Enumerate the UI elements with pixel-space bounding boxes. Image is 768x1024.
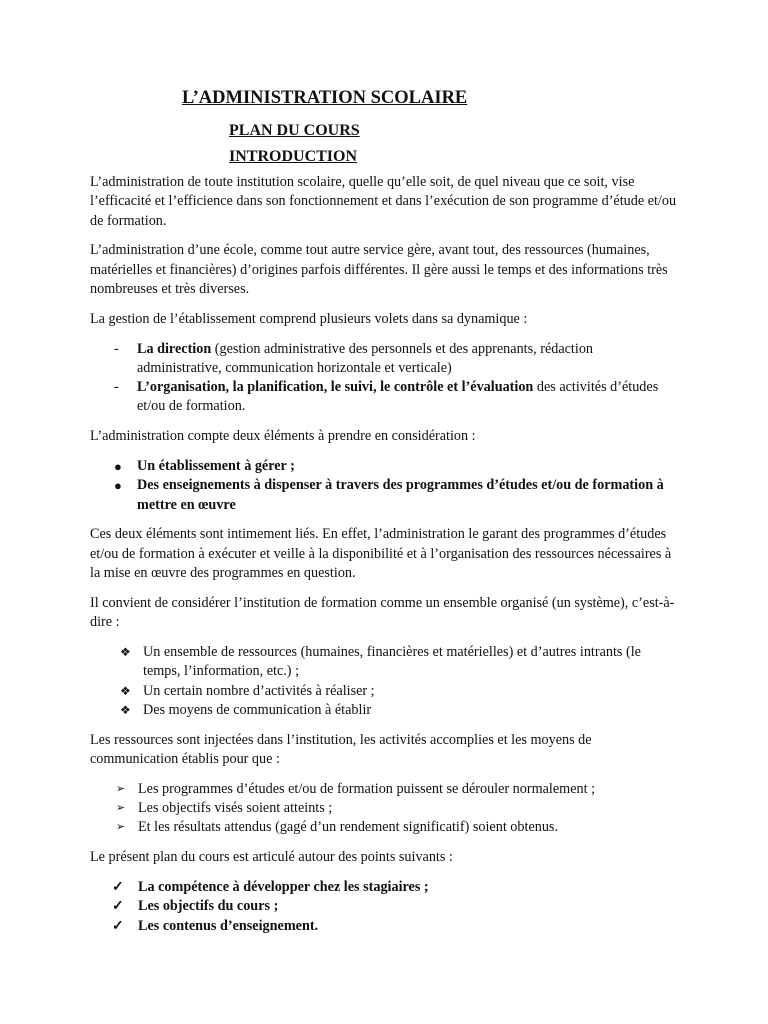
list-item: [90, 917, 680, 936]
paragraph-3: La gestion de l’établissement comprend plusieurs volets dans sa dynamique :: [90, 310, 528, 327]
list-item: [90, 643, 680, 682]
diamond-bullet-icon: ❖: [120, 683, 131, 698]
paragraph-6: Il convient de considérer l’institution de formation comme un ensemble organisé (un système), c’est-à-dire :: [90, 594, 675, 631]
list-item-text: La compétence à développer chez les stagiaires ;: [138, 878, 429, 895]
bullet-icon: ●: [114, 478, 122, 494]
paragraph-1: L’administration de toute institution scolaire, quelle qu’elle soit, de quel niveau que ce soit, vise l’efficacité et l’efficience dans son fonctionnement et dans l’exécution de son programme d’étude et/ou de formation.: [90, 174, 677, 229]
list-item: [90, 780, 680, 799]
checkmark-icon: ✓: [112, 879, 124, 895]
list-item: [90, 818, 680, 837]
dash-marker: -: [114, 379, 119, 396]
bullet-icon: ●: [114, 459, 122, 475]
list-item-text: Les programmes d’études et/ou de formation puissent se dérouler normalement ;: [138, 780, 596, 797]
list-item-text: Des moyens de communication à établir: [143, 701, 372, 718]
list-item: [90, 682, 680, 701]
list-item-text: des activités d’études et/ou de formation.: [137, 379, 659, 415]
list-item-text: (gestion administrative des personnels et des apprenants, rédaction administrative, communication horizontale et verticale): [137, 340, 594, 376]
list-item-text: Un ensemble de ressources (humaines, financières et matérielles) et d’autres intrants (le temps, l’information, etc.) ;: [143, 643, 641, 680]
arrow-list: [90, 780, 680, 838]
checkmark-icon: ✓: [112, 918, 124, 934]
list-item: [90, 897, 680, 916]
list-item-text: Un établissement à gérer ;: [137, 458, 295, 475]
paragraph-4: L’administration compte deux éléments à prendre en considération :: [90, 428, 476, 445]
dash-list: [90, 340, 680, 417]
checkmark-list: [90, 878, 680, 936]
plan-heading: PLAN DU COURS: [229, 122, 360, 139]
diamond-bullet-icon: ❖: [120, 644, 131, 659]
list-item: [90, 878, 680, 897]
paragraph-8: Le présent plan du cours est articulé autour des points suivants :: [90, 849, 453, 866]
list-item: [90, 799, 680, 818]
arrow-bullet-icon: ➢: [116, 782, 126, 795]
list-item-text: Un certain nombre d’activités à réaliser ;: [143, 682, 375, 699]
list-item-text: Les objectifs du cours ;: [138, 898, 279, 915]
arrow-bullet-icon: ➢: [116, 821, 126, 834]
diamond-bullet-icon: ❖: [120, 702, 131, 717]
checkmark-icon: ✓: [112, 899, 124, 915]
list-item-text: Et les résultats attendus (gagé d’un rendement significatif) soient obtenus.: [138, 819, 558, 836]
list-item-text: Des enseignements à dispenser à travers des programmes d’études et/ou de formation à mettre en œuvre: [137, 477, 664, 513]
arrow-bullet-icon: ➢: [116, 802, 126, 815]
list-item: [90, 340, 680, 379]
document-page: [90, 84, 680, 946]
list-item: [90, 457, 680, 476]
diamond-list: [90, 643, 680, 720]
document-title: L’ADMINISTRATION SCOLAIRE: [182, 88, 468, 108]
list-item: [90, 476, 680, 515]
introduction-heading: INTRODUCTION: [229, 148, 358, 165]
list-item-bold: La direction: [137, 340, 212, 357]
bullet-list: [90, 457, 680, 515]
list-item-text: Les objectifs visés soient atteints ;: [138, 800, 333, 817]
list-item-text: Les contenus d’enseignement.: [138, 917, 319, 934]
paragraph-7: Les ressources sont injectées dans l’institution, les activités accomplies et les moyens de communication établis pour que :: [90, 731, 592, 767]
paragraph-2: L’administration d’une école, comme tout autre service gère, avant tout, des ressources (humaines, matérielles et financières) d’origines parfois différentes. Il gère aussi le temps et des informations très nombreuses et très diverses.: [90, 242, 668, 297]
dash-marker: -: [114, 340, 119, 357]
list-item-bold: L’organisation, la planification, le suivi, le contrôle et l’évaluation: [137, 379, 534, 396]
list-item: [90, 378, 680, 417]
list-item: [90, 701, 680, 720]
paragraph-5: Ces deux éléments sont intimement liés. En effet, l’administration le garant des programmes d’études et/ou de formation à exécuter et veille à la disponibilité et à l’organisation des ressources nécessaires à la mise en œuvre des programmes en question.: [90, 526, 672, 582]
